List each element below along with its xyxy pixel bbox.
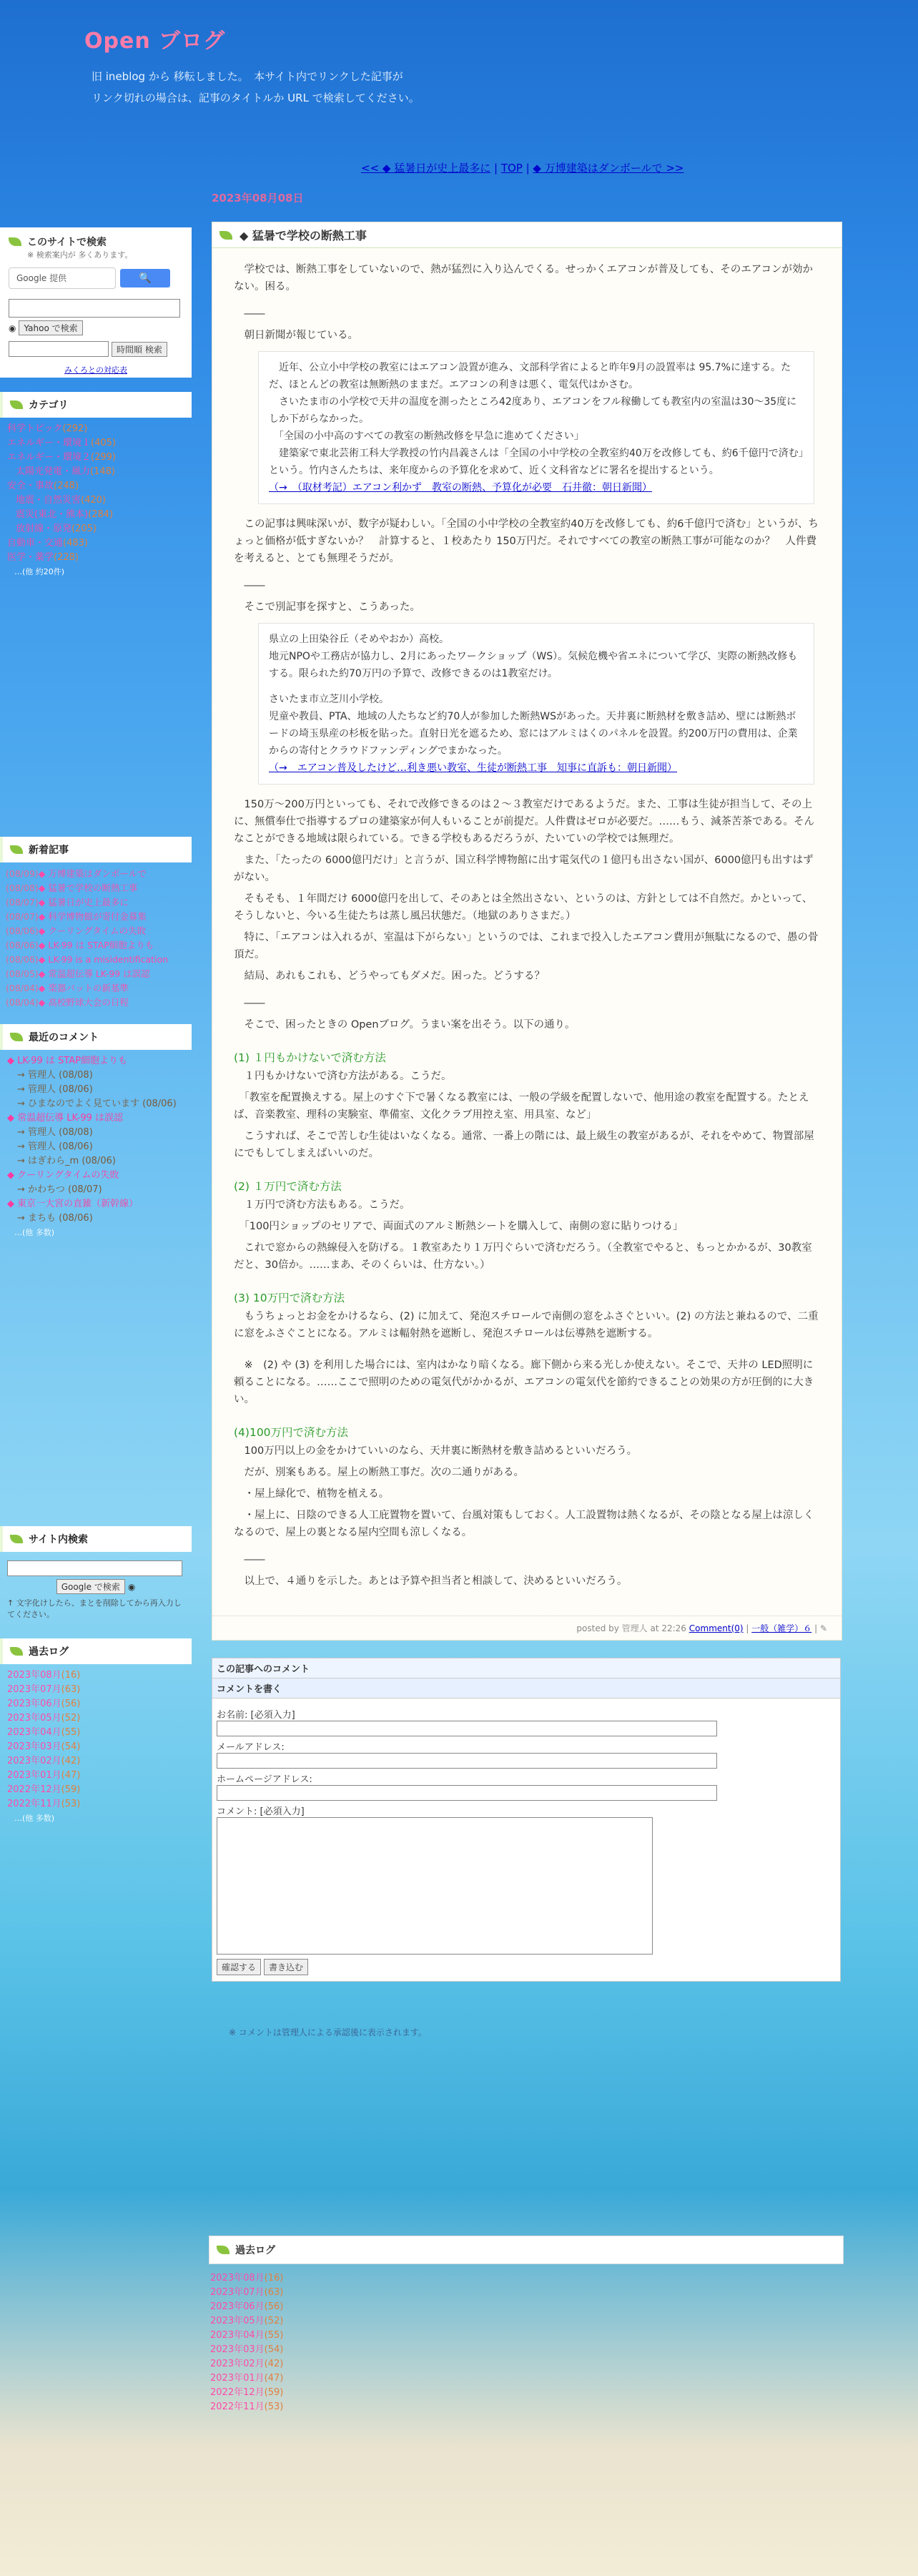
source-link[interactable]: （→ エアコン普及したけど…利き悪い教室、生徒が断熱工事 知事に直訴も：朝日新聞） <box>269 762 678 774</box>
list-item[interactable]: 2022年12月(59) <box>7 1784 81 1795</box>
more-note: …(他 約20件) <box>14 567 65 576</box>
main-content <box>212 222 842 2038</box>
list-item[interactable]: 医学・薬学(228) <box>7 552 79 563</box>
list-item[interactable]: 2023年04月(55) <box>7 1727 81 1738</box>
confirm-button[interactable]: 確認する <box>217 1959 261 1975</box>
list-item[interactable]: 2023年06月(56) <box>210 2301 284 2312</box>
comment-article-link[interactable]: ◆ 常温超伝導 LK-99 は誤認 <box>7 1113 124 1124</box>
comment-article-link[interactable]: ◆ 東京一大宮の直雑（新幹線） <box>7 1199 139 1209</box>
comment-approval-note: ※ コメントは管理人による承認後に表示されます。 <box>229 2027 427 2037</box>
sidebar <box>0 227 192 1826</box>
article <box>212 222 842 1641</box>
leaf-icon <box>10 400 23 409</box>
time-search-button[interactable]: 時間順 検索 <box>112 342 167 357</box>
article-title: ◆ 猛暑で学校の断熱工事 <box>212 222 842 248</box>
leaf-icon <box>219 231 232 240</box>
recent-comments-list: ◆ LK-99 は STAP細胞よりも → 管理人 (08/08) → 管理人 (08/06) → ひまなのでよく見ています (08/06) ◆ 常温超伝導 LK-99 は誤認 → 管理人 (08/08) → 管理人 (08/06) → はぎわら_m (08/06) ◆ クーリングタイムの失敗 → かわちつ (08/07) ◆ 東京一大宮の直雑（新幹線） → まちも (08/06) …(他 多数) <box>0 1054 192 1512</box>
list-item[interactable]: エネルギー・環境１(405) <box>7 438 116 448</box>
archive-title: 過去ログ <box>0 1638 192 1664</box>
category-link[interactable]: 一般（雑学）６ <box>751 1623 812 1633</box>
comment-write-title: コメントを書く <box>212 1678 840 1699</box>
list-item[interactable]: (08/05)◆ 常温超伝導 LK-99 は誤認 <box>6 968 150 979</box>
list-item[interactable]: 自動車・交通(483) <box>7 538 88 549</box>
site-description: 旧 ineblog から 移転しました。 本サイト内でリンクした記事が リンク切れの場合は、記事のタイトルか URL で検索してください。 <box>92 70 420 104</box>
more-note: …(他 多数) <box>14 1814 55 1823</box>
site-title[interactable]: Open ブログ <box>84 29 226 54</box>
header <box>0 0 918 150</box>
date-heading: 2023年08月08日 <box>212 192 304 205</box>
posted-footer: posted by 管理人 at 22:26 Comment(0) | 一般（雑学）６ | ✎ <box>212 1616 842 1640</box>
homepage-field[interactable] <box>217 1785 717 1801</box>
quote-block: 近年、公立小中学校の教室にはエアコン設置が進み、文部科学省によると昨年9月の設置率は 95.7%に達する。ただ、ほとんどの教室は無断熱のままだ。エアコンの利きは悪く、電気代はかさむ。 さいたま市の小学校で天井の温度を測ったところ42度あり、エアコンをフル稼働しても教室内の室温は30～35度にしか下がらなかった。 「全国の小中高のすべての教室の断熱改修を早急に進めてください」 建築家で東北芸術工科大学教授の竹内昌義さんは「全国の小中学校の全教室約40万を改修しても、約6千億円で済む」という。竹内さんたちは、来年度からの予算化を求めて、近く文科省などに署名を提出するという。 （→ （取材考記）エアコン利かず 教室の断熱、予算化が必要 石井徹：朝日新聞） <box>258 351 814 504</box>
list-item[interactable]: (08/04)◆ 楽器バットの新基準 <box>6 983 129 993</box>
google-search-button[interactable]: 🔍 <box>120 269 170 287</box>
list-item[interactable]: 科学トピック(292) <box>7 423 88 434</box>
article-body: 学校では、断熱工事をしていないので、熱が猛烈に入り込んでくる。せっかくエアコンが普及しても、そのエアコンが効かない。困る。 ―― 朝日新聞が報じている。 近年、公立小中学校の教室にはエアコン設置が進み、文部科学省によると昨年9月の設置率は 95.7%に達する。ただ、ほとんどの教室は無断熱のままだ。エアコンの利きは悪く、電気代はかさむ。 さいたま市の小学校で天井の温度を測ったところ42度あり、エアコンをフル稼働しても教室内の室温は30～35度にしか下がらなかった。 「全国の小中高のすべての教室の断熱改修を早急に進めてください」 建築家で東北芸術工科大学教授の竹内昌義さんは「全国の小中学校の全教室約40万を改修しても、約6千億円で済む」という。竹内さんたちは、来年度からの予算化を求めて、近く文科省などに署名を提出するという。 （→ （取材考記）エアコン利かず 教室の断熱、予算化が必要 石井徹：朝日新聞） この記事は興味深いが、数字が疑わしい。「全国の小中学校の全教室約40万を改修しても、約6千億円で済む」というが、ちょっと価格が低すぎないか？ 計算すると、１校あたり 150万円だ。それですべての教室の断熱工事が可能なのか？ 人件費を考えると、とても無理そうだが。 ―― そこで別記事を探すと、こうあった。 県立の上田染谷丘（そめやおか）高校。 地元NPOや工務店が協力し、2月にあったワークショップ（WS）。気候危機や省エネについて学び、実際の断熱改修もする。限られた約70万円の予算で、改修できるのは1教室だけ。 さいたま市立芝川小学校。 児童や教員、PTA、地域の人たちなど約70人が参加した断熱WSがあった。天井裏に断熱材を敷き詰め、壁には断熱ボードの埼玉県産の杉板を貼った。直射日光を遮るため、窓にはアルミはくのパネルを設置。約200万円の費用は、企業からの寄付とクラウドファンディングでまかなった。 （→ エアコン普及したけど…利き悪い教室、生徒が断熱工事 知事に直訴も：朝日新聞） 150万～200万円といっても、それで改修できるのは２～３教室だけであるようだ。また、工事は生徒が担当して、その上に、無償奉仕で指導するプロの建築家が何人もいることが前提だ。人件費はゼロが必要だ。……もう、減茶苦茶である。そんなことができる地域は限られている。できる学校もあるだろうが、たいていの学校では無理だ。 また、「たったの 6000億円だけ」と言うが、国立科学博物館に出す電気代の１億円も出さない国が、6000億円も出すはずがない。 そもそも、１年間だけ 6000億円を出して、そのあとは全然出さない、というのは、方針としては不自然だ。かといって、そうしないと、今いる生徒たちは蒸し風呂状態だ。（地獄のありさまだ。） 特に、「エアコンは入れるが、室温は下がらない」というのでは、これまで投入したエアコン費用が無駄になるので、愚の骨頂だ。 結局、あれもこれも、どうやってもダメだ。困った。どうする？ ―― そこで、困ったときの Openブログ。うまい案を出そう。以下の通り。 (1) １円もかけないで済む方法 １円もかけないで済む方法がある。こうだ。 「教室を配置換えする。屋上のすぐ下で暑くなる教室には、一般の学級を配置しないで、他用途の教室を配置する。たとえば、音楽教室、理科の実験室、準備室、文化クラブ用控え室、用具室、など」 こうすれば、そこで苦しむ生徒はいなくなる。通常、一番上の階には、最上級生の教室があるが、それをやめて、物置部屋にでもしてしまえばいいのだ。 (2) １万円で済む方法 １万円で済む方法もある。こうだ。 「100円ショップのセリアで、両面式のアルミ断熱シートを購入して、南側の窓に貼りつける」 これで窓からの熱線侵入を防げる。１教室あたり１万円ぐらいで済むだろう。（全教室でやると、もっとかかるが、30教室だと、30倍か。……まあ、そのくらいは、仕方ない。） (3) 10万円で済む方法 もうちょっとお金をかけるなら、(2) に加えて、発泡スチロールで南側の窓をふさぐといい。(2) の方法と兼ねるので、二重に窓をふさぐことになる。アルミは輻射熱を遮断し、発泡スチロールは伝導熱を遮断する。 ※ (2) や (3) を利用した場合には、室内はかなり暗くなる。廊下側から来る光しか使えない。そこで、天井の LED照明に頼ることになる。……ここで照明のための電気代がかかるが、エアコンの電気代を節約できることの効果の方が圧倒的に大きい。 (4)100万円で済む方法 100万円以上の金をかけていいのなら、天井裏に断熱材を敷き詰めるといいだろう。 だが、別案もある。屋上の断熱工事だ。次の二通りがある。 ・屋上緑化で、植物を植える。 ・屋上に、日陰のできる人工庇置物を置いて、台風対策もしておく。人工設置物は熱くなるが、その陰となる屋上は涼しくなるので、屋上の裏となる屋内空間も涼しくなる。 ―― 以上で、４通りを示した。あとは予算や担当者と相談して、決めるといいだろう。 <box>212 248 842 1616</box>
comment-section <box>212 1658 841 1982</box>
list-item[interactable]: 放射線・原発(205) <box>16 523 97 534</box>
section-heading: (3) 10万円で済む方法 <box>234 1292 345 1304</box>
list-item[interactable]: 2023年05月(52) <box>210 2316 284 2326</box>
list-item[interactable]: 2023年03月(54) <box>7 1741 81 1752</box>
list-item[interactable]: 2022年11月(53) <box>7 1799 81 1809</box>
leaf-icon <box>10 1535 23 1543</box>
list-item[interactable]: (08/06)◆ LK-99 is a misidentification <box>6 954 169 965</box>
time-search-input[interactable] <box>9 341 109 357</box>
list-item[interactable]: 太陽光発電・風力(148) <box>16 466 115 477</box>
bottom-archive <box>209 2236 844 2414</box>
list-item[interactable]: 2023年02月(42) <box>7 1756 81 1766</box>
archive-list <box>0 1668 192 1826</box>
comment-form: お名前: [必須入力] メールアドレス: ホームページアドレス: コメント: [必須入力] 確認する 書き込む <box>212 1699 840 1981</box>
list-item[interactable]: (08/07)◆ 猛暑日が史上最多に <box>6 897 129 908</box>
list-item[interactable]: 2023年08月(16) <box>210 2273 284 2284</box>
list-item[interactable]: 2023年05月(52) <box>7 1713 81 1724</box>
email-field[interactable] <box>217 1753 717 1769</box>
list-item[interactable]: (08/09)◆ 万博建築はダンボールで <box>6 868 147 879</box>
quote-block: 県立の上田染谷丘（そめやおか）高校。 地元NPOや工務店が協力し、2月にあったワークショップ（WS）。気候危機や省エネについて学び、実際の断熱改修もする。限られた約70万円の予算で、改修できるのは1教室だけ。 さいたま市立芝川小学校。 児童や教員、PTA、地域の人たちなど約70人が参加した断熱WSがあった。天井裏に断熱材を敷き詰め、壁には断熱ボードの埼玉県産の杉板を貼った。直射日光を遮るため、窓にはアルミはくのパネルを設置。約200万円の費用は、企業からの寄付とクラウドファンディングでまかなった。 （→ エアコン普及したけど…利き悪い教室、生徒が断熱工事 知事に直訴も：朝日新聞） <box>258 623 814 785</box>
recent-articles-list <box>0 867 192 1010</box>
section-heading: (1) １円もかけないで済む方法 <box>234 1051 386 1064</box>
yahoo-search-button[interactable]: Yahoo で検索 <box>19 320 82 335</box>
next-article-link[interactable]: ◆ 万博建築はダンボールで >> <box>533 162 684 174</box>
list-item[interactable]: 2023年03月(54) <box>210 2344 284 2355</box>
leaf-icon <box>217 2246 230 2254</box>
site-search-input[interactable] <box>7 1560 182 1576</box>
list-item[interactable]: 2023年02月(42) <box>210 2359 284 2369</box>
list-item[interactable]: 2023年07月(63) <box>210 2287 284 2298</box>
mapping-table-link[interactable]: みくろとの対応表 <box>64 365 127 375</box>
comment-count-link[interactable]: Comment(0) <box>688 1623 744 1633</box>
yahoo-search-input[interactable] <box>9 299 180 318</box>
list-item[interactable]: 2023年08月(16) <box>7 1670 81 1681</box>
list-item[interactable]: 2022年11月(53) <box>210 2402 284 2412</box>
comment-article-link[interactable]: ◆ クーリングタイムの失敗 <box>7 1170 119 1181</box>
search-hint: ※ 検索案内が 多くあります。 <box>27 250 133 260</box>
more-note: …(他 多数) <box>14 1228 55 1237</box>
site-search-note: ↑ 文字化けしたら、まとを削除してから再入力してください。 <box>7 1598 182 1619</box>
list-item[interactable]: 安全・事故(248) <box>7 481 79 491</box>
comment-section-title: この記事へのコメント <box>212 1658 840 1678</box>
pencil-icon[interactable]: ✎ <box>819 1623 827 1633</box>
list-item[interactable]: (08/07)◆ 科学博物館が寄付金募集 <box>6 911 147 922</box>
top-link[interactable]: TOP <box>500 162 523 174</box>
google-search-input[interactable]: Google 提供 <box>9 267 116 289</box>
leaf-icon <box>10 1647 23 1656</box>
leaf-icon <box>9 237 21 246</box>
top-navigation: << ◆ 猛暑日が史上最多に | TOP | ◆ 万博建築はダンボールで >> <box>361 162 684 174</box>
site-search-box <box>0 227 192 378</box>
list-item[interactable]: 2023年01月(47) <box>210 2373 284 2384</box>
list-item[interactable]: 2023年01月(47) <box>7 1770 81 1781</box>
site-search-title: サイト内検索 <box>0 1526 192 1552</box>
category-title: カテゴリ <box>0 392 192 418</box>
list-item[interactable]: (08/08)◆ 猛暑で学校の断熱工事 <box>6 883 138 893</box>
leaf-icon <box>10 1033 23 1041</box>
list-item[interactable]: 2023年04月(55) <box>210 2330 284 2341</box>
source-link[interactable]: （→ （取材考記）エアコン利かず 教室の断熱、予算化が必要 石井徹：朝日新聞） <box>269 482 653 493</box>
radio-icon[interactable]: ◉ <box>9 323 16 333</box>
comment-article-link[interactable]: ◆ LK-99 は STAP細胞よりも <box>7 1056 127 1066</box>
section-heading: (2) １万円で済む方法 <box>234 1180 342 1193</box>
list-item[interactable]: 2023年07月(63) <box>7 1684 81 1695</box>
name-field[interactable] <box>217 1721 717 1736</box>
leaf-icon <box>10 845 23 854</box>
google-site-search-button[interactable]: Google で検索 <box>56 1579 125 1594</box>
list-item[interactable]: (08/06)◆ LK-99 は STAP細胞よりも <box>6 940 154 950</box>
list-item[interactable]: 2022年12月(59) <box>210 2387 284 2398</box>
list-item[interactable]: 2023年06月(56) <box>7 1699 81 1709</box>
section-heading: (4)100万円で済む方法 <box>234 1426 349 1439</box>
site-search-form <box>0 1556 192 1624</box>
recent-comments-title: 最近のコメント <box>0 1024 192 1050</box>
search-box-title: このサイトで検索 <box>27 237 107 248</box>
list-item[interactable]: 地震・自然災害(420) <box>16 495 106 506</box>
category-list <box>0 422 192 822</box>
list-item[interactable]: (08/06)◆ クーリングタイムの失敗 <box>6 925 147 936</box>
list-item[interactable]: (08/04)◆ 高校野球大会の日程 <box>6 997 129 1008</box>
prev-article-link[interactable]: << ◆ 猛暑日が史上最多に <box>361 162 491 174</box>
radio-icon[interactable]: ◉ <box>127 1581 136 1592</box>
list-item[interactable]: エネルギー・環境２(299) <box>7 452 116 463</box>
recent-articles-title: 新着記事 <box>0 837 192 862</box>
list-item[interactable]: 震災(東北・熊本)(284) <box>16 509 114 520</box>
bottom-archive-title: 過去ログ <box>209 2236 844 2264</box>
submit-button[interactable]: 書き込む <box>264 1959 308 1975</box>
comment-textarea[interactable] <box>217 1817 653 1955</box>
